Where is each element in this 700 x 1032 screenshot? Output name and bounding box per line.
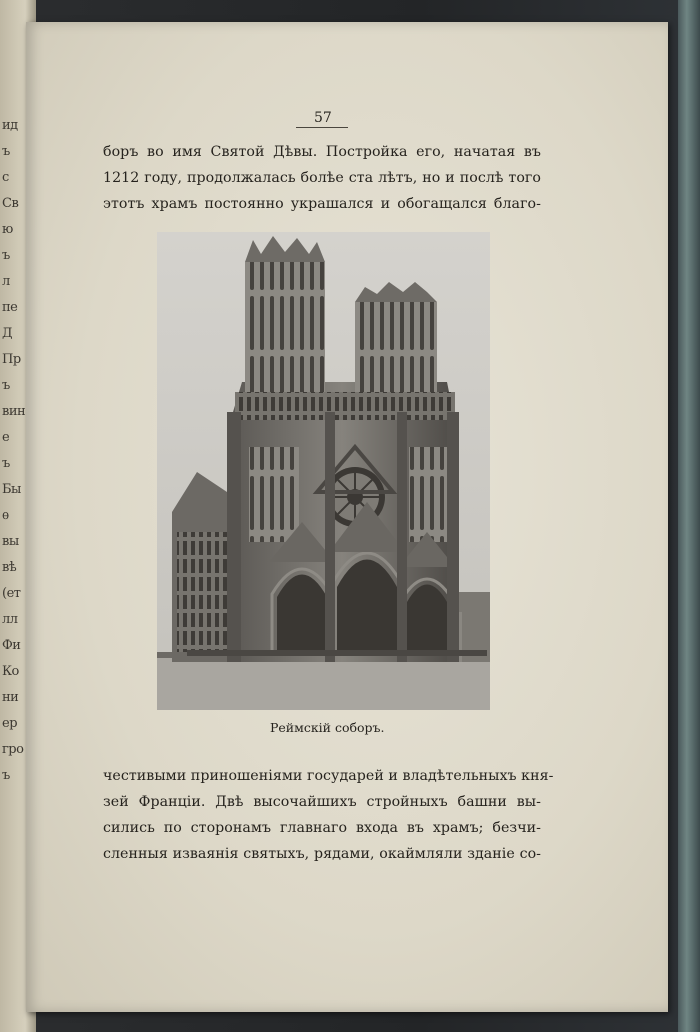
left-page-fragment: Св [2,196,19,211]
left-page-fragment: Ко [2,664,19,679]
text-line: честивыми приношеніями государей и владѣтельныхъ кня- [103,768,554,784]
page-number-rule [296,127,348,128]
left-page-fragment: ъ [2,456,10,471]
left-page-fragment: ъ [2,248,10,263]
left-page-fragment: ер [2,716,18,731]
book-page [26,22,668,1012]
left-page-fragment: ъ [2,144,10,159]
text-line: сленныя изваянія святыхъ, рядами, окаймляли зданіе со- [103,846,541,862]
left-page-fragment: ю [2,222,13,237]
left-page-fragment: Пр [2,352,21,367]
left-page-fragment: гро [2,742,24,757]
left-page-fragment: пе [2,300,18,315]
page-number: 57 [314,110,332,126]
book-cover-edge [678,0,700,1032]
left-page-fragment: Д [2,326,13,341]
text-line: 1212 году, продолжалась болѣе ста лѣтъ, но и послѣ того [103,170,541,186]
left-page-fragment: ѳ [2,508,9,523]
left-page-fragment: (ет [2,586,21,601]
left-page-fragment: ъ [2,378,10,393]
left-page-fragment: ъ [2,768,10,783]
cathedral-photo [157,232,490,710]
text-line: сились по сторонамъ главнаго входа въ храмъ; безчи- [103,820,541,836]
left-page-fragment: лл [2,612,18,627]
left-page-fragment: Бы [2,482,21,497]
left-page-fragment: ни [2,690,19,705]
left-page-fragment: ид [2,118,18,133]
text-line: боръ во имя Святой Дѣвы. Постройка его, начатая въ [103,144,541,160]
left-page-fragment: е [2,430,10,445]
text-line: зей Франціи. Двѣ высочайшихъ стройныхъ башни вы- [103,794,541,810]
left-page-fragment: Фи [2,638,21,653]
left-page-fragment: с [2,170,9,185]
text-line: этотъ храмъ постоянно украшался и обогащался благо- [103,196,541,212]
left-page-fragment: вы [2,534,19,549]
left-page-fragment: вин [2,404,26,419]
left-page-fragment: вѣ [2,560,17,575]
photo-caption: Реймскій соборъ. [270,720,385,735]
left-page-fragment: л [2,274,10,289]
